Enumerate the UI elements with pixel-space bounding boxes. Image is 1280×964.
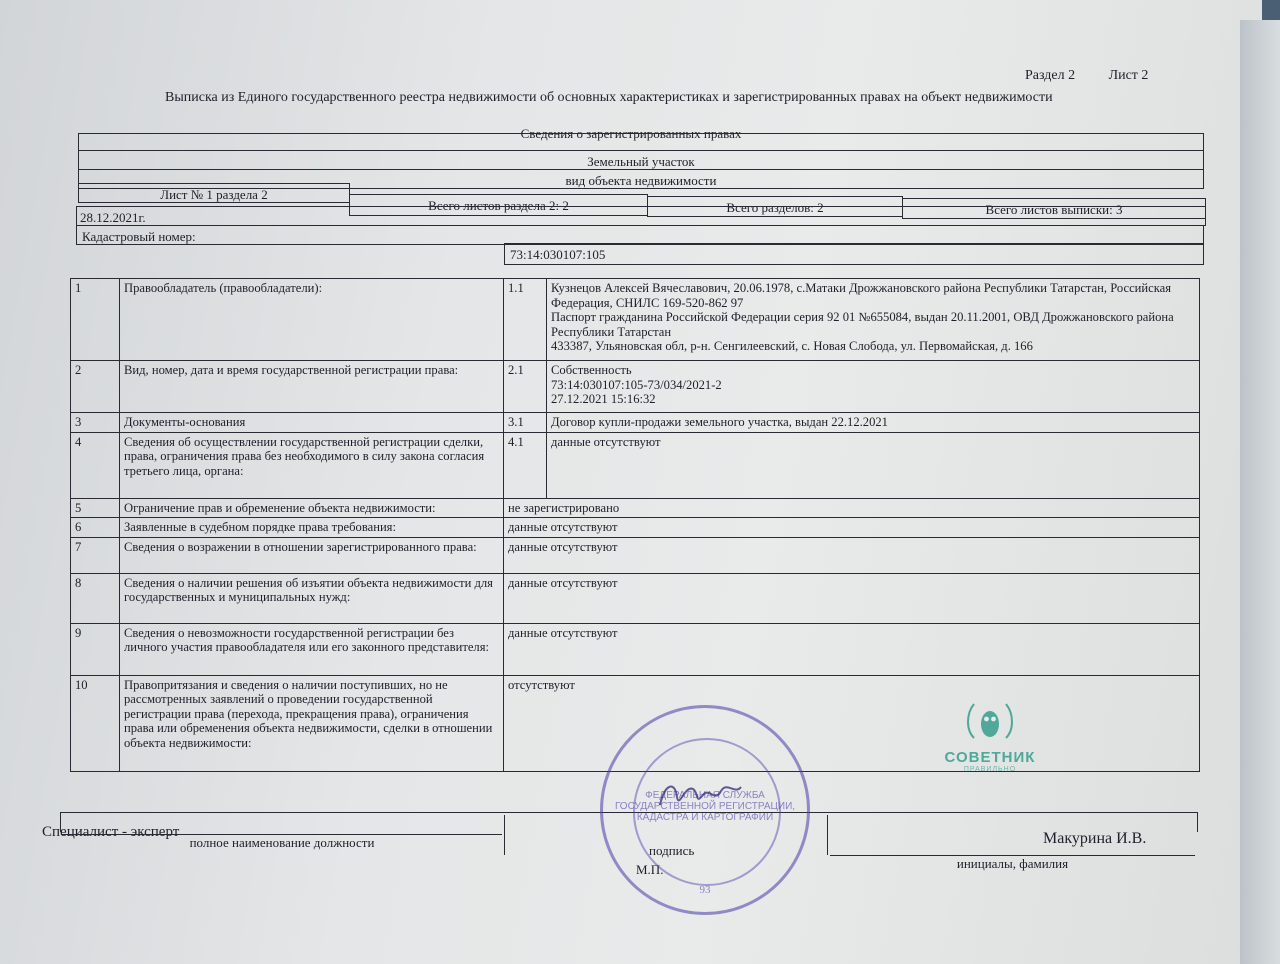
section-sheet-header	[1025, 68, 1178, 84]
value-line: 27.12.2021 15:16:32	[551, 392, 656, 406]
row-label: Сведения о наличии решения об изъятии объекта недвижимости для государственных и муниципальных нужд:	[120, 573, 504, 623]
row-label: Вид, номер, дата и время государственной регистрации права:	[120, 361, 504, 413]
table-row	[71, 413, 1200, 433]
sheet-info-cell	[78, 183, 350, 203]
row-subnumber: 4.1	[504, 432, 547, 498]
object-kind-label: вид объекта недвижимости	[565, 173, 717, 188]
value-line: данные отсутствуют	[551, 434, 661, 449]
sheet-info: Лист № 1 раздела 2	[160, 187, 268, 202]
value-line: 433387, Ульяновская обл, р-н. Сенгилеевский, с. Новая Слобода, ул. Первомайская, д. 166	[551, 339, 1033, 353]
signature-caption: подпись	[649, 843, 695, 858]
row-subnumber: 2.1	[504, 361, 547, 413]
row-number: 7	[71, 537, 120, 573]
row-value: отсутствуют	[504, 675, 1200, 771]
row-label: Правопритязания и сведения о наличии поступивших, но не рассмотренных заявлений о проведении государственной регистрации права (перехода, прекращения права), ограничения права или обременения объекта недвижимости, сделки в отношении объекта недвижимости:	[120, 675, 504, 771]
row-label: Документы-основания	[120, 413, 504, 433]
object-name: Земельный участок	[587, 154, 695, 169]
table-row	[71, 518, 1200, 538]
row-number: 6	[71, 518, 120, 538]
table-row	[71, 537, 1200, 573]
table-row	[71, 279, 1200, 361]
total-sheets-section: Всего листов раздела 2: 2	[428, 198, 569, 213]
total-sheets-extract: Всего листов выписки: 3	[985, 202, 1123, 217]
logo-name: СОВЕТНИК	[944, 749, 1036, 766]
row-number: 4	[71, 432, 120, 498]
extract-date: 28.12.2021г.	[80, 210, 146, 225]
table-row	[71, 573, 1200, 623]
row-number: 10	[71, 675, 120, 771]
row-label: Сведения об осуществлении государственной регистрации сделки, права, ограничения права без необходимого в силу закона согласия третьего лица, органа:	[120, 432, 504, 498]
row-number: 8	[71, 573, 120, 623]
total-sections: Всего разделов: 2	[726, 200, 824, 215]
cadastral-label: Кадастровый номер:	[82, 229, 196, 244]
document-subtitle: Сведения о зарегистрированных правах	[520, 126, 742, 141]
row-number: 2	[71, 361, 120, 413]
section-label: Раздел 2	[1025, 68, 1076, 83]
row-subnumber: 1.1	[504, 279, 547, 361]
position-caption: полное наименование должности	[62, 834, 502, 851]
row-value	[547, 413, 1200, 433]
row-subnumber: 3.1	[504, 413, 547, 433]
cadastral-number-cell	[504, 243, 1204, 265]
rights-table	[70, 278, 1200, 772]
row-value	[547, 279, 1200, 361]
row-label: Сведения о невозможности государственной регистрации без личного участия правообладателя или его законного представителя:	[120, 623, 504, 675]
row-label: Ограничение прав и обременение объекта недвижимости:	[120, 498, 504, 518]
date-row	[76, 206, 1206, 226]
value-line: 73:14:030107:105-73/034/2021-2	[551, 377, 722, 392]
sovetnik-logo	[930, 700, 1050, 773]
table-row	[71, 361, 1200, 413]
value-line: Собственность	[551, 363, 632, 377]
position-title: Специалист - эксперт	[42, 824, 180, 840]
row-value: не зарегистрировано	[504, 498, 1200, 518]
row-label: Сведения о возражении в отношении зарегистрированного права:	[120, 537, 504, 573]
row-number: 3	[71, 413, 120, 433]
stamp-caption: М.П.	[636, 862, 664, 877]
row-value	[547, 361, 1200, 413]
document-title: Выписка из Единого государственного реестра недвижимости об основных характеристиках и зарегистрированных правах на объект недвижимости	[165, 90, 1053, 105]
table-row	[71, 498, 1200, 518]
table-row	[71, 432, 1200, 498]
value-line: Договор купли-продажи земельного участка, выдан 22.12.2021	[551, 415, 888, 429]
next-page-edge	[1240, 20, 1280, 964]
row-value: данные отсутствуют	[504, 573, 1200, 623]
stamp-number: 93	[699, 884, 711, 896]
row-label: Заявленные в судебном порядке права требования:	[120, 518, 504, 538]
signer-name: Макурина И.В.	[1043, 830, 1147, 847]
object-name-row	[78, 150, 1204, 170]
owl-laurel-icon	[960, 700, 1020, 742]
row-number: 9	[71, 623, 120, 675]
row-value: данные отсутствуют	[504, 623, 1200, 675]
stamp-text: ФЕДЕРАЛЬНАЯ СЛУЖБА ГОСУДАРСТВЕННОЙ РЕГИСТРАЦИИ, КАДАСТРА И КАРТОГРАФИИ	[614, 790, 796, 823]
row-value: данные отсутствуют	[504, 518, 1200, 538]
row-label: Правообладатель (правообладатели):	[120, 279, 504, 361]
cadastral-label-row	[76, 225, 1204, 245]
header-empty-row	[78, 133, 1204, 151]
cadastral-number: 73:14:030107:105	[510, 247, 606, 262]
row-value: данные отсутствуют	[504, 537, 1200, 573]
sheet-label: Лист 2	[1108, 68, 1149, 83]
handwritten-signature	[655, 775, 745, 815]
table-row	[71, 623, 1200, 675]
logo-sub: ПРАВИЛЬНО	[963, 766, 1017, 773]
row-value	[547, 432, 1200, 498]
value-line: Кузнецов Алексей Вячеславович, 20.06.1978, с.Матаки Дрожжановского района Республики Татарстан, Российская Федерация, СНИЛС 169-520-862 97	[551, 281, 1172, 310]
value-line: Паспорт гражданина Российской Федерации серия 92 01 №655084, выдан 20.11.2001, ОВД Дрожжановского района Республики Татарстан	[551, 310, 1174, 339]
row-number: 5	[71, 498, 120, 518]
row-number: 1	[71, 279, 120, 361]
signer-caption: инициалы, фамилия	[830, 855, 1195, 872]
